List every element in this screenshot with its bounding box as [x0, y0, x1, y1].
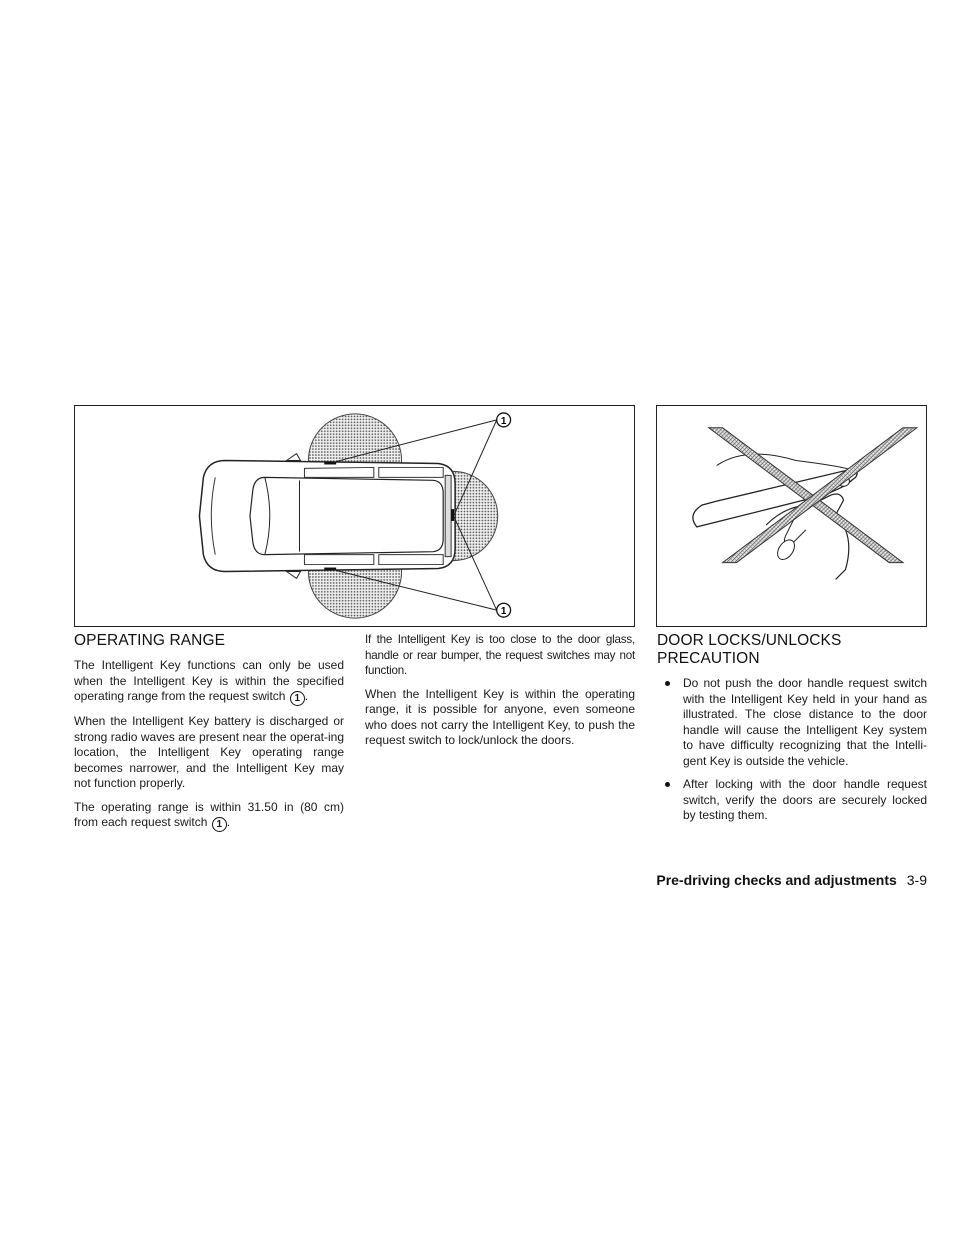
operating-range-paragraph-1	[74, 658, 344, 706]
page-number: 3-9	[906, 872, 927, 888]
list-item	[657, 777, 927, 824]
callout-1-bottom-label: 1	[500, 606, 507, 618]
p3-text: The operating range is within 31.50 in (80 cm) from each request switch	[74, 799, 344, 829]
operating-range-section	[74, 632, 344, 840]
p1-text: The Intelligent Key functions can only be used when the Intelligent Key is within the specified operating range from the request switch	[74, 658, 344, 703]
section-heading-operating-range: OPERATING RANGE	[74, 632, 226, 649]
bullet-icon	[665, 782, 670, 787]
door-handle-key-illustration	[657, 406, 926, 626]
vehicle-top-view-illustration	[75, 406, 634, 626]
callout-1-top-label: 1	[500, 415, 507, 427]
operating-range-paragraph-3	[74, 800, 344, 833]
door-handle-precaution-figure	[656, 405, 927, 627]
bullet-icon	[665, 681, 670, 686]
prohibition-x-mark	[709, 428, 903, 563]
operating-range-figure	[74, 405, 635, 627]
door-locks-section	[657, 632, 927, 832]
precaution-list	[657, 676, 927, 824]
operating-range-paragraph-5: When the Intelligent Key is within the operating range, it is possible for anyone, even someone who does not carry the Intelligent Key, to push the request switch to lock/unlock the doors.	[365, 686, 635, 747]
list-item	[657, 676, 927, 769]
callout-ref-1: 1	[212, 817, 227, 832]
p1-end: .	[304, 689, 309, 703]
p3-end: .	[226, 815, 231, 829]
bullet-text: Do not push the door handle request switch with the Intelligent Key held in your hand as illustrated. The close distance to the door handle will cause the Intelligent Key system to have difficulty recognizing that the Intelli-gent Key is outside the vehicle.	[683, 676, 927, 768]
section-heading-door-locks: DOOR LOCKS/UNLOCKS PRECAUTION	[657, 632, 842, 667]
operating-range-paragraph-2: When the Intelligent Key battery is discharged or strong radio waves are present near the operat-ing location, the Intelligent Key operating range becomes narrower, and the Intelligent Key may not function properly.	[74, 714, 344, 790]
operating-range-continued	[365, 632, 635, 757]
operating-range-paragraph-4: If the Intelligent Key is too close to the door glass, handle or rear bumper, the request switches may not function.	[365, 633, 635, 677]
page-footer	[656, 872, 927, 888]
callout-ref-1: 1	[290, 691, 305, 706]
bullet-text: After locking with the door handle request switch, verify the doors are securely locked by testing them.	[683, 777, 927, 822]
footer-section-title: Pre-driving checks and adjustments	[656, 872, 897, 888]
